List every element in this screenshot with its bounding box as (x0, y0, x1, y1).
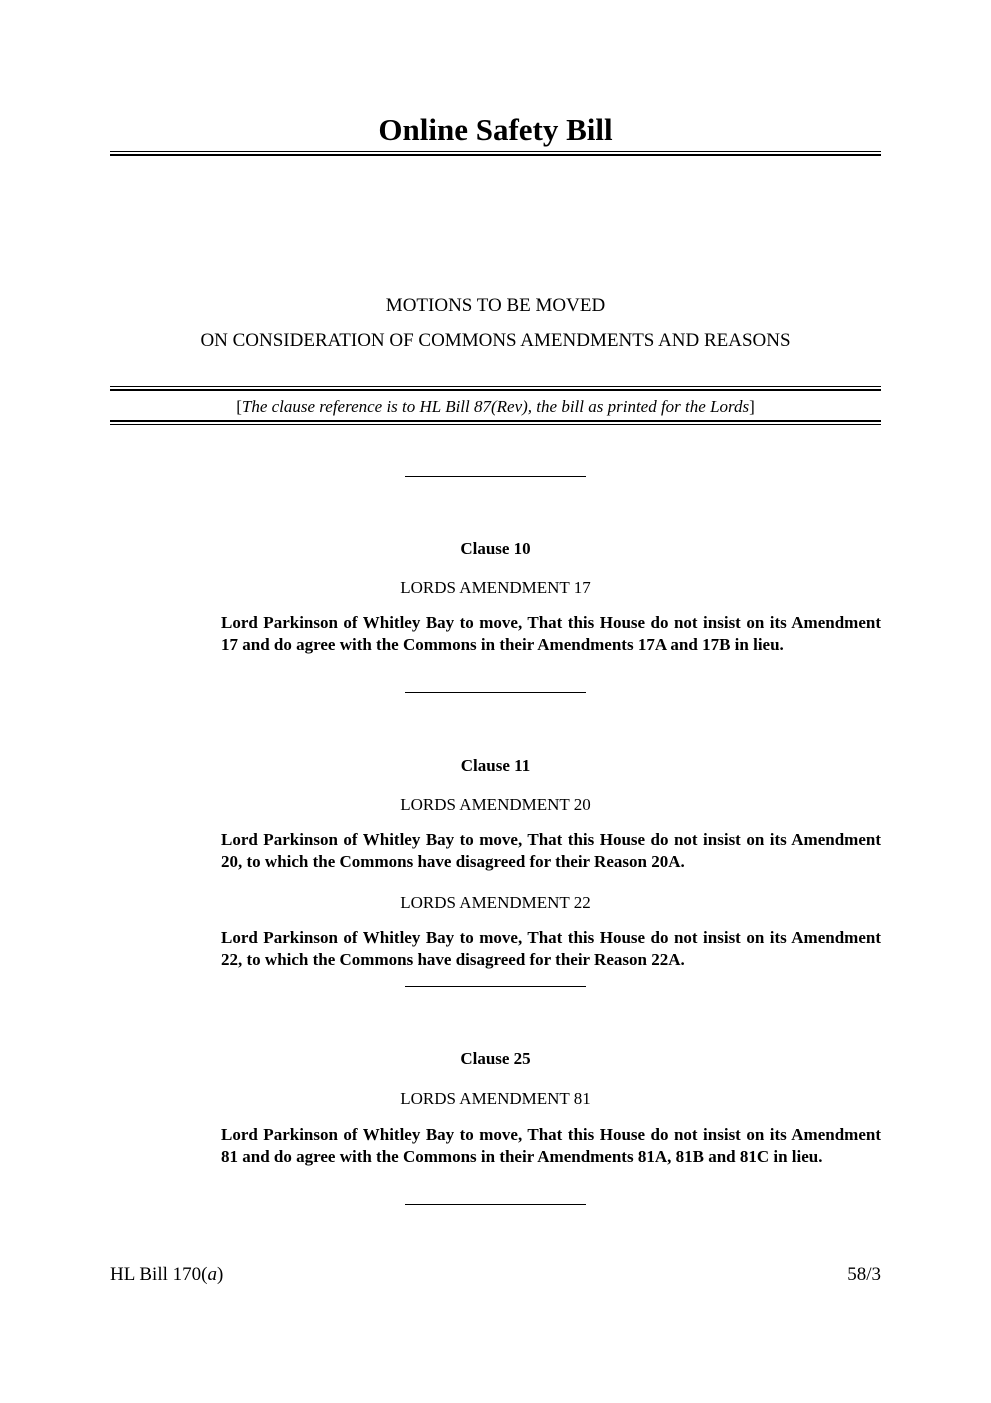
reference-open-bracket: [ (236, 397, 242, 416)
reference-close-bracket: ] (749, 397, 755, 416)
reference-bottom-double-rule (110, 420, 881, 426)
section-divider (405, 692, 586, 693)
bill-number-italic: a (207, 1264, 217, 1285)
section-divider (405, 1204, 586, 1205)
amendment-heading: LORDS AMENDMENT 22 (400, 893, 591, 912)
bill-number-prefix: HL Bill 170( (110, 1264, 208, 1285)
motion-text: Lord Parkinson of Whitley Bay to move, That this House do not insist on its Amendment 81 and do agree with the Commons in their Amendments 81A, 81B and 81C in lieu. (221, 1125, 881, 1166)
motions-heading-line1: MOTIONS TO BE MOVED (385, 295, 606, 316)
motion-text: Lord Parkinson of Whitley Bay to move, That this House do not insist on its Amendment 17 and do agree with the Commons in their Amendments 17A and 17B in lieu. (221, 613, 881, 654)
title-double-rule (110, 151, 881, 157)
clause-heading: Clause 25 (460, 1049, 531, 1068)
reference-top-double-rule (110, 386, 881, 392)
page-reference: 58/3 (847, 1264, 881, 1285)
clause-reference-note (110, 396, 881, 418)
motion-text: Lord Parkinson of Whitley Bay to move, That this House do not insist on its Amendment 22, to which the Commons have disagreed for their Reason 22A. (221, 928, 881, 969)
clause-heading: Clause 11 (460, 756, 531, 775)
bill-number-suffix: ) (216, 1264, 224, 1285)
reference-note-text: The clause reference is to HL Bill 87(Rev), the bill as printed for the Lords (241, 397, 750, 416)
bill-number (110, 1263, 223, 1287)
motion-text: Lord Parkinson of Whitley Bay to move, That this House do not insist on its Amendment 20, to which the Commons have disagreed for their Reason 20A. (221, 830, 881, 871)
motions-heading-line2: ON CONSIDERATION OF COMMONS AMENDMENTS AND REASONS (200, 330, 791, 351)
section-divider (405, 476, 586, 477)
amendment-heading: LORDS AMENDMENT 81 (400, 1089, 591, 1108)
document-title: Online Safety Bill (378, 112, 613, 147)
amendment-heading: LORDS AMENDMENT 17 (400, 578, 591, 597)
section-divider (405, 986, 586, 987)
clause-heading: Clause 10 (460, 539, 531, 558)
amendment-heading: LORDS AMENDMENT 20 (400, 795, 591, 814)
